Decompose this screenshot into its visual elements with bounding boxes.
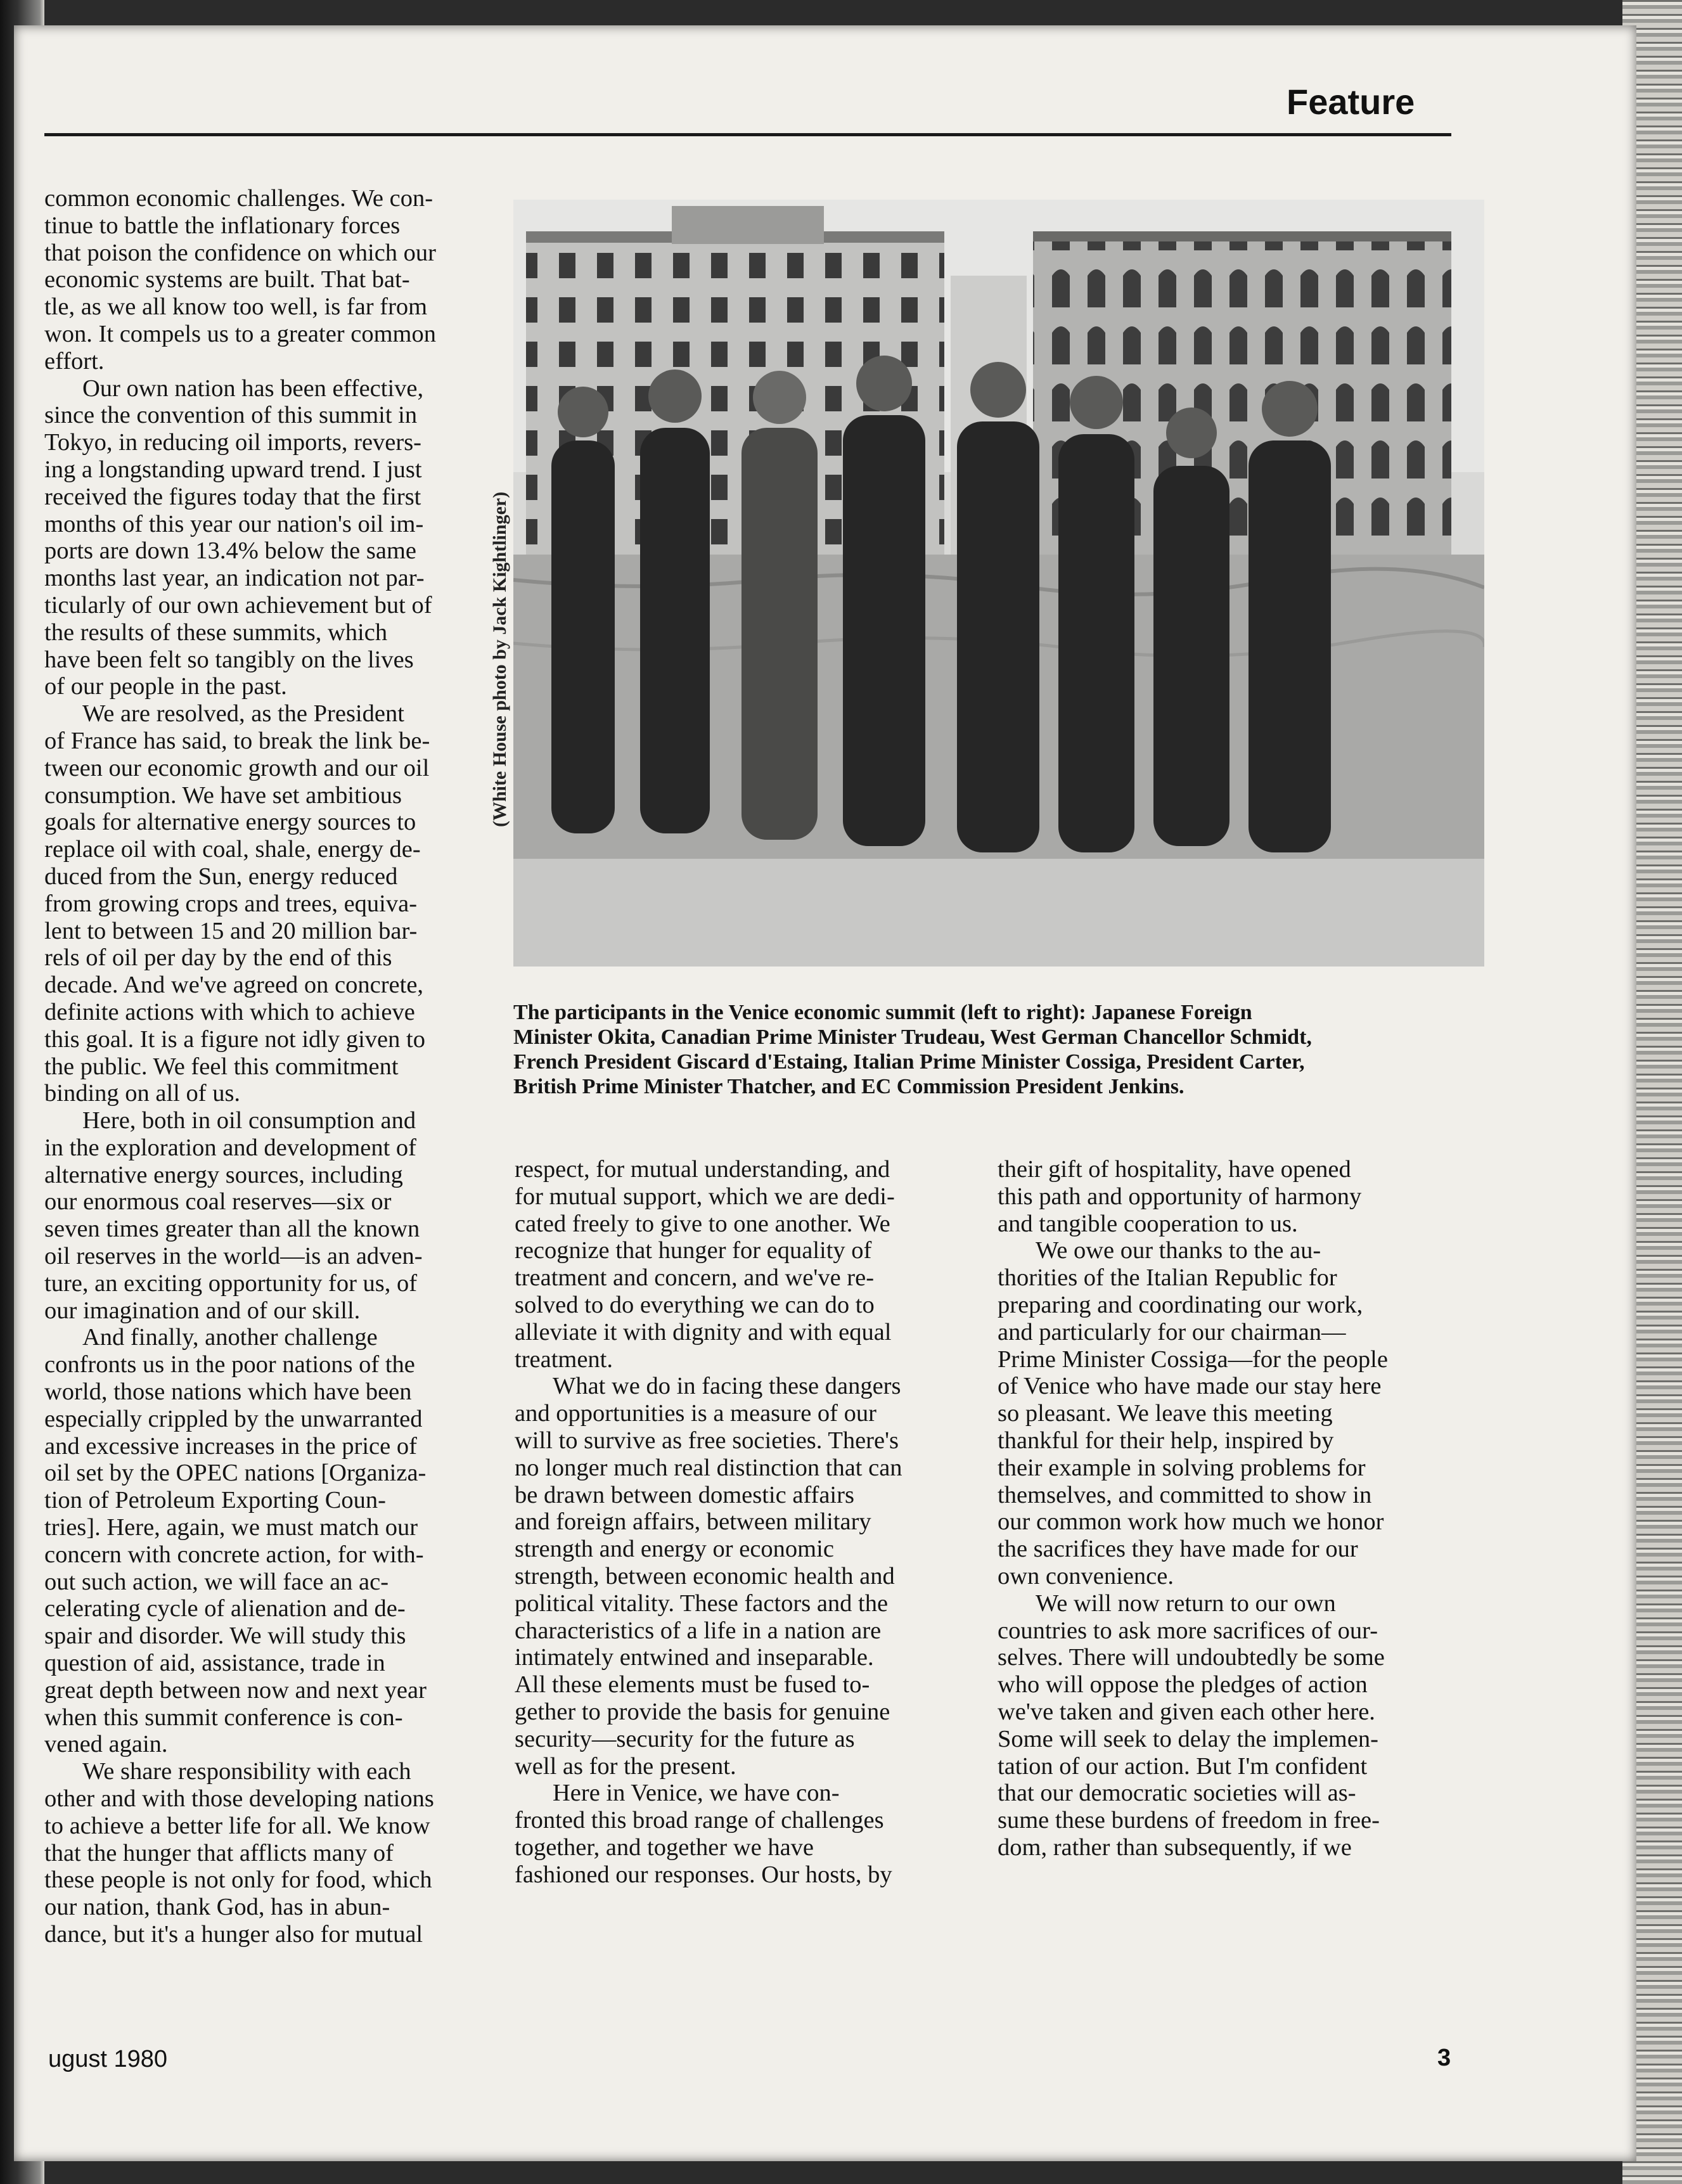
section-label: Feature xyxy=(1287,82,1415,122)
photo-credit: (White House photo by Jack Kightlinger) xyxy=(489,491,510,827)
photo-caption: The participants in the Venice economic summit (left to right): Japanese Foreign Minister Okita, Canadian Prime Minister Trudeau, West German Chancellor Schmidt, French President Giscard d'Estaing, Italian Prime Minister Cossiga, President Carter, British Prime Minister Thatcher, and EC Commission President Jenkins. xyxy=(513,1001,1312,1098)
middle-column xyxy=(515,1156,971,1889)
left-column xyxy=(44,185,488,1948)
paragraph: We will now return to our own countries to ask more sacrifices of our- selves. There will undoubtedly be some who will oppose the pledges of action we've taken and given each other here. Some will seek to delay the implemen- tation of our action. But I'm confident that our democratic societies will as- sume these burdens of freedom in free- dom, rather than subsequently, if we xyxy=(998,1590,1385,1861)
summit-photo-illustration xyxy=(513,200,1484,967)
paragraph: Our own nation has been effective, since the convention of this summit in Tokyo, in reducing oil imports, revers- ing a longstanding upward trend. I just received the figures today that the first months of this year our nation's oil im- ports are down 13.4% below the same months last year, an indication not par- ticularly of our own achievement but of the results of these summits, which have been felt so tangibly on the lives of our people in the past. xyxy=(44,375,432,700)
header-rule xyxy=(44,133,1451,136)
paragraph: And finally, another challenge confronts us in the poor nations of the world, those nations which have been especially crippled by the unwarranted and excessive increases in the price of oil set by the OPEC nations [Organiza- tion of Petroleum Exporting Coun- tries]. Here, again, we must match our concern with concrete action, for with- out such action, we will face an ac- celerating cycle of alienation and de- spair and disorder. We will study this question of aid, assistance, trade in great depth between now and next year when this summit conference is con- vened again. xyxy=(44,1324,427,1758)
paragraph: We are resolved, as the President of France has said, to break the link be- tween our economic growth and our oil consumption. We have set ambitious goals for alternative energy sources to replace oil with coal, shale, energy de- duced from the Sun, energy reduced from growing crops and trees, equiva- lent to between 15 and 20 million bar- rels of oil per day by the end of this decade. And we've agreed on concrete, definite actions with which to achieve this goal. It is a figure not idly given to the public. We feel this commitment binding on all of us. xyxy=(44,700,430,1107)
paragraph: We owe our thanks to the au- thorities of the Italian Republic for preparing and coordinating our work, and particularly for our chairman— Prime Minister Cossiga—for the people of Venice who have made our stay here so pleasant. We leave this meeting thankful for their help, inspired by their example in solving problems for themselves, and committed to show in our common work how much we honor the sacrifices they have made for our own convenience. xyxy=(998,1237,1388,1590)
issue-date: ugust 1980 xyxy=(48,2046,168,2072)
right-column xyxy=(998,1156,1454,1861)
paragraph: common economic challenges. We con- tinue to battle the inflationary forces that poison the confidence on which our economic systems are built. That bat- tle, as we all know too well, is far from won. It compels us to a greater common effort. xyxy=(44,185,436,375)
paragraph: their gift of hospitality, have opened this path and opportunity of harmony and tangible cooperation to us. xyxy=(998,1156,1362,1237)
page-number: 3 xyxy=(1437,2045,1451,2071)
paragraph: Here, both in oil consumption and in the exploration and development of alternative energy sources, including our enormous coal reserves—six or seven times greater than all the known oil reserves in the world—is an adven- ture, an exciting opportunity for us, of our imagination and of our skill. xyxy=(44,1107,423,1324)
paragraph: We share responsibility with each other and with those developing nations to achieve a better life for all. We know that the hunger that afflicts many of these people is not only for food, which our nation, thank God, has in abun- dance, but it's a hunger also for mutual xyxy=(44,1758,434,1948)
paragraph: respect, for mutual understanding, and for mutual support, which we are dedi- cated freely to give to one another. We recognize that hunger for equality of treatment and concern, and we've re- solved to do everything we can do to alleviate it with dignity and with equal treatment. xyxy=(515,1156,895,1373)
paragraph: Here in Venice, we have con- fronted this broad range of challenges together, and together we have fashioned our responses. Our hosts, by xyxy=(515,1780,892,1888)
paragraph: What we do in facing these dangers and opportunities is a measure of our will to survive as free societies. There's no longer much real distinction that can be drawn between domestic affairs and foreign affairs, between military strength and energy or economic strength, between economic health and political vitality. These factors and the characteristics of a life in a nation are intimately entwined and inseparable. All these elements must be fused to- gether to provide the basis for genuine security—security for the future as well as for the present. xyxy=(515,1373,902,1780)
summit-photo xyxy=(513,200,1484,967)
